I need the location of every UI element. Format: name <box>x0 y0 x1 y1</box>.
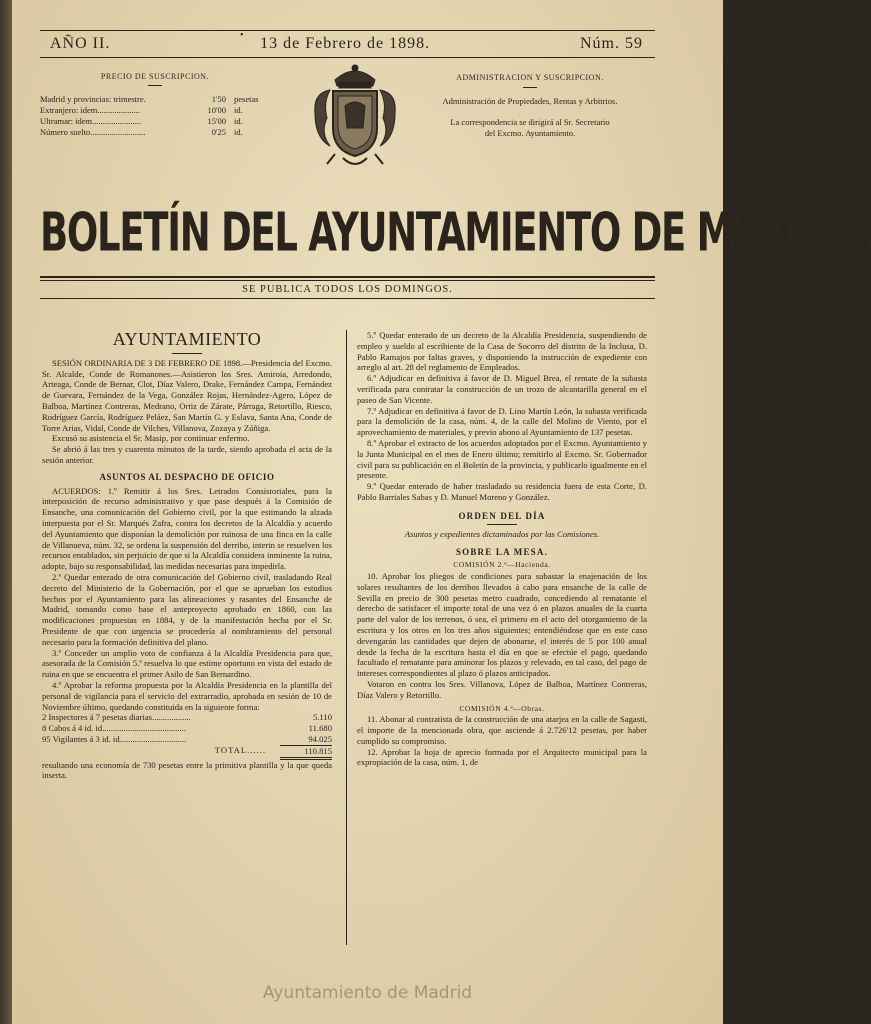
book-binding <box>0 0 12 1024</box>
issue-number: Núm. 59 <box>579 35 643 52</box>
column-divider <box>346 330 347 945</box>
table-row: 95 Vigilantes á 3 id. id............................... 94.025 <box>42 733 332 744</box>
page-content <box>40 30 871 781</box>
page-mark: • <box>240 30 244 41</box>
administration-line: La correspondencia se dirigirá al Sr. Secretario <box>450 117 610 127</box>
subsection-heading: ASUNTOS AL DESPACHO DE OFICIO <box>99 471 275 482</box>
right-column <box>357 330 647 768</box>
paragraph: 5.º Quedar enterado de un decreto de la Alcaldía Presidencia, suspendiendo de empleo y sueldo al escribiente de la Casa de Socorro del distrito de la Inclusa, D. Pablo Ramajos por faltas graves, y disponiendo la instrucción de expediente con arreglo al art. 28 del reglamento de Empleados. <box>357 330 647 373</box>
commission-heading: COMISIÓN 2.ª—Hacienda. <box>453 560 551 570</box>
table-row: 2 Inspectores á 7 pesetas diarias.................. 5.110 <box>42 712 332 723</box>
year-label: AÑO II. <box>50 35 111 52</box>
paragraph: 2.º Quedar enterado de otra comunicación del Gobierno civil, trasladando Real decreto del Ministerio de la Gobernación, por el que se aprueban los estudios hechos por el Ayuntamiento para las alineaciones y rasantes del Ensanche de Madrid, tomando como base el anteproyecto aprobado en 1860, con las modificaciones propuestas en 1884, y de la manifestación hecha por el Sr. Presidente de que con urgencia se procedería al nombramiento del personal necesario para la formación definitiva del plano. <box>42 571 332 647</box>
price-row: Extranjero: idem.................... 10'00 id. <box>40 105 243 115</box>
notice-rule <box>40 298 655 299</box>
price-heading: PRECIO DE SUSCRIPCION. <box>100 72 210 81</box>
left-column <box>42 330 332 781</box>
heading-dash <box>172 353 202 354</box>
price-row: Número suelto.......................... 0'25 id. <box>40 127 243 137</box>
paragraph: ACUERDOS: 1.º Remitir á los Sres. Letrados Consistoriales, para la interposición de recurso administrativo y que pase después á la Comisión de Ensanche, una comunicación del Gobierno civil, por la que estimando la alzada interpuesta por el Sr. Marqués Zafra, contra los decretos de la Alcaldía y acuerdo del Ayuntamiento que disponían la demolición por ruinosa de una finca en la calle de Villanueva, núm. 32, se ordena la suspensión del derribo, interin se resuelven los recursos entablados, sin perjuicio de que si la Alcaldía considera inminente la ruina, adopte, bajo su responsabilidad, las medidas necesarias para impedirla. <box>42 485 332 572</box>
paragraph: 7.º Adjudicar en definitiva á favor de D. Lino Martín León, la subasta verificada para la demolición de la casa, núm. 4, de la calle del Molino de Viento, por el aprovechamiento de materiales, y previo abono al Ayuntamiento de 137 pesetas. <box>357 405 647 438</box>
issue-date: 13 de Febrero de 1898. <box>260 35 431 52</box>
price-column <box>40 72 270 138</box>
commission-heading: COMISIÓN 4.ª—Obras. <box>459 703 545 713</box>
paragraph: Se abrió á las tres y cuarenta minutos de la tarde, siendo aprobada el acta de la sesión anterior. <box>42 444 332 465</box>
masthead-dateline <box>40 31 655 57</box>
administration-line: Administración de Propiedades, Rentas y Arbitrios. <box>442 96 618 106</box>
publication-notice: SE PUBLICA TODOS LOS DOMINGOS. <box>242 284 453 295</box>
price-heading-dash <box>148 85 162 86</box>
paragraph: 9.º Quedar enterado de haber trasladado su residencia fuera de esta Corte, D. Pablo Barriales Sabas y D. Manuel Moreno y González. <box>357 481 647 502</box>
paragraph: Excusó su asistencia el Sr. Masip, por continuar enfermo. <box>52 433 250 444</box>
subscription-block <box>40 66 655 181</box>
footer-watermark: Ayuntamiento de Madrid <box>262 983 473 1003</box>
section-heading: AYUNTAMIENTO <box>112 329 262 349</box>
newspaper-title: BOLETÍN DEL AYUNTAMIENTO DE MADRID. <box>40 201 871 264</box>
administration-heading-dash <box>523 87 537 88</box>
paragraph: 6.º Adjudicar en definitiva á favor de D. Miguel Brea, el remate de la subasta verificada para contratar la construcción de un trozo de alcantarilla general en el paseo de San Vicente. <box>357 373 647 405</box>
paragraph: 11. Abonar al contratista de la construcción de una atarjea en la calle de Sagasti, el importe de la mencionada obra, que asciende á 2.726'12 pesetas, por haber cumplido su compromiso. <box>357 714 647 746</box>
table-total-row: TOTAL...... 110.815 <box>42 745 332 760</box>
paragraph: Votaron en contra los Sres. Villanova, López de Balboa, Martínez Contreras, Díaz Valero y Retortillo. <box>357 678 647 700</box>
paragraph: 10. Aprobar los pliegos de condiciones para subastar la enajenación de los solares resultantes de los derribos llevados á cabo para ensanche de la calle de Sevilla en precio de 300 pesetas metro cuadrado, concediendo al rematante el derecho de satisfacer el importe total de una vez ó en plazos anuales de la cuarta parte del valor de los terrenos, ó sea, el primero en el acto del otorgamiento de la escritura y los otros en los tres años siguientes; entendiéndose que en este caso devengarán las cantidades que dejen de abonarse, el interés de 5 por 100 anual desde la fecha de la escritura hasta el día en que se efectúe el pago, quedando facultado el rematante para aminorar los plazos y relevado, en tal caso, del pago de intereses correspondientes al plazo ó plazos anticipados. <box>357 570 647 679</box>
agenda-dash <box>487 524 517 525</box>
madrid-coat-of-arms-icon <box>305 58 405 173</box>
paragraph: resultando una economía de 730 pesetas entre la primitiva plantilla y la que queda inserta. <box>42 759 332 781</box>
table-heading: SOBRE LA MESA. <box>455 547 549 558</box>
price-row: Madrid y provincias: trimestre. 1'50 pesetas <box>40 94 259 104</box>
agenda-heading: ORDEN DEL DÍA <box>458 510 546 521</box>
administration-heading: ADMINISTRACION Y SUSCRIPCION. <box>456 73 604 82</box>
newspaper-page <box>12 0 871 1024</box>
administration-column <box>415 72 645 139</box>
session-paragraph: SESIÓN ORDINARIA DE 3 DE FEBRERO DE 1898.—Presidencia del Excmo. Sr. Alcalde, Conde de Romanones.—Asistieron los Sres. Amiroia, Arredondo, Arteaga, Conde de Bernar, Clot, Díaz Valero, Drake, Fernández Campa, Fernández de Guevara, Fernández de la Vega, González Rojas, Hernández-Agero, López de Balboa, Martínez Contreras, Medrano, Ortiz de Zárate, Párraga, Retortillo, Riesco, Rodríguez García, Rodríguez Peláez, San Martín G. y Eslava, Santa Ana, Conde de Torre Arias, Vidal, Conde de Vilches, Villanova, Zozaya y Zúñiga. <box>42 357 332 433</box>
paragraph: 3.º Conceder un amplio voto de confianza á la Alcaldía Presidencia para que, asesorada de la Comisión 5.ª resuelva lo que estime oportuno en vista del estado de ruina en que se encuentra el primer Asilo de San Bernardino. <box>42 647 332 680</box>
administration-line: del Excmo. Ayuntamiento. <box>484 128 576 138</box>
table-row: 8 Cabos á 4 id. id....................................... 11.680 <box>42 723 332 734</box>
agenda-subtitle: Asuntos y expedientes dictaminados por las Comisiones. <box>404 528 600 539</box>
paragraph: 12. Aprobar la hoja de aprecio formada por el Arquitecto municipal para la expropiación de la casa, núm. 1, de <box>357 746 647 768</box>
price-row: Ultramar: idem....................... 15'00 id. <box>40 116 243 126</box>
article-columns <box>40 330 655 970</box>
paragraph: 4.º Aprobar la reforma propuesta por la Alcaldía Presidencia en la plantilla del personal de vigilancia para el servicio del extrarradio, aprobada en sesión de 10 de Noviembre último, quedando constituida en la siguiente forma: <box>42 679 332 712</box>
paragraph: 8.º Aprobar el extracto de los acuerdos adoptados por el Excmo. Ayuntamiento y la Junta Municipal en el mes de Enero último; remitirlo al Excmo. Sr. Gobernador civil para su publicación en el Boletín de la provincia, y publicarlo igualmente en el presente. <box>357 437 647 481</box>
